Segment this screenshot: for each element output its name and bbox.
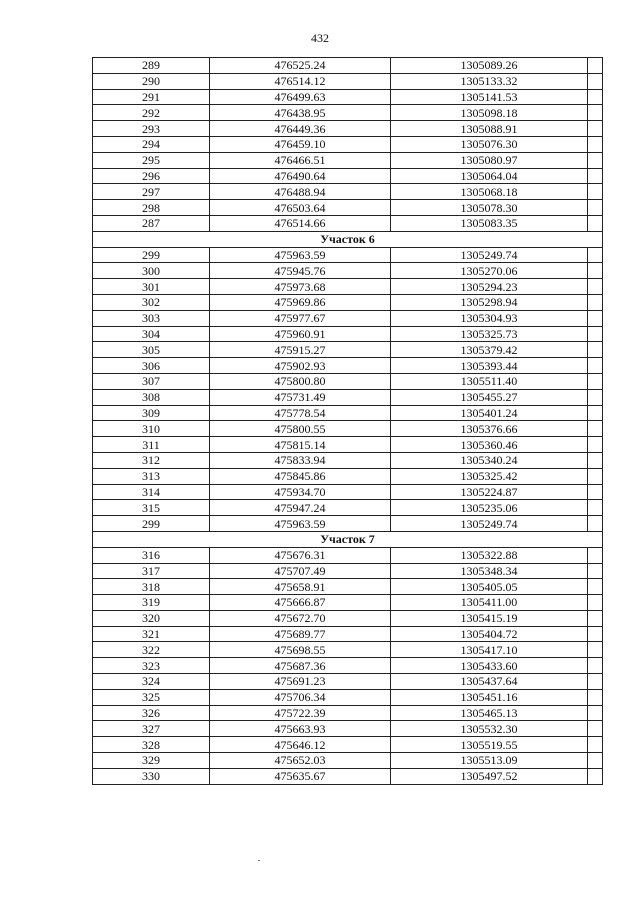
y-coordinate-cell: 1305393.44 bbox=[391, 358, 588, 374]
table-row bbox=[93, 753, 603, 769]
table-row bbox=[93, 200, 603, 216]
empty-cell bbox=[588, 516, 603, 532]
point-number-cell: 305 bbox=[93, 342, 210, 358]
table-row bbox=[93, 610, 603, 626]
table-row bbox=[93, 105, 603, 121]
point-number-cell: 287 bbox=[93, 215, 210, 231]
y-coordinate-cell: 1305405.05 bbox=[391, 579, 588, 595]
x-coordinate-cell: 475691.23 bbox=[210, 674, 391, 690]
x-coordinate-cell: 475676.31 bbox=[210, 547, 391, 563]
empty-cell bbox=[588, 705, 603, 721]
empty-cell bbox=[588, 73, 603, 89]
y-coordinate-cell: 1305437.64 bbox=[391, 674, 588, 690]
empty-cell bbox=[588, 737, 603, 753]
y-coordinate-cell: 1305235.06 bbox=[391, 500, 588, 516]
empty-cell bbox=[588, 342, 603, 358]
y-coordinate-cell: 1305294.23 bbox=[391, 279, 588, 295]
table-row bbox=[93, 721, 603, 737]
empty-cell bbox=[588, 484, 603, 500]
y-coordinate-cell: 1305532.30 bbox=[391, 721, 588, 737]
empty-cell bbox=[588, 610, 603, 626]
y-coordinate-cell: 1305322.88 bbox=[391, 547, 588, 563]
table-row bbox=[93, 389, 603, 405]
x-coordinate-cell: 475960.91 bbox=[210, 326, 391, 342]
y-coordinate-cell: 1305465.13 bbox=[391, 705, 588, 721]
y-coordinate-cell: 1305513.09 bbox=[391, 753, 588, 769]
x-coordinate-cell: 475973.68 bbox=[210, 279, 391, 295]
table-row bbox=[93, 73, 603, 89]
y-coordinate-cell: 1305141.53 bbox=[391, 89, 588, 105]
point-number-cell: 315 bbox=[93, 500, 210, 516]
point-number-cell: 316 bbox=[93, 547, 210, 563]
y-coordinate-cell: 1305433.60 bbox=[391, 658, 588, 674]
empty-cell bbox=[588, 642, 603, 658]
y-coordinate-cell: 1305417.10 bbox=[391, 642, 588, 658]
empty-cell bbox=[588, 279, 603, 295]
y-coordinate-cell: 1305340.24 bbox=[391, 452, 588, 468]
y-coordinate-cell: 1305298.94 bbox=[391, 294, 588, 310]
x-coordinate-cell: 475722.39 bbox=[210, 705, 391, 721]
empty-cell bbox=[588, 294, 603, 310]
empty-cell bbox=[588, 595, 603, 611]
x-coordinate-cell: 476488.94 bbox=[210, 184, 391, 200]
table-row bbox=[93, 484, 603, 500]
empty-cell bbox=[588, 326, 603, 342]
point-number-cell: 297 bbox=[93, 184, 210, 200]
section-title: Участок 6 bbox=[93, 231, 603, 247]
point-number-cell: 303 bbox=[93, 310, 210, 326]
table-row bbox=[93, 421, 603, 437]
table-row bbox=[93, 642, 603, 658]
x-coordinate-cell: 475689.77 bbox=[210, 626, 391, 642]
empty-cell bbox=[588, 579, 603, 595]
x-coordinate-cell: 475706.34 bbox=[210, 689, 391, 705]
empty-cell bbox=[588, 358, 603, 374]
empty-cell bbox=[588, 89, 603, 105]
y-coordinate-cell: 1305133.32 bbox=[391, 73, 588, 89]
empty-cell bbox=[588, 121, 603, 137]
y-coordinate-cell: 1305511.40 bbox=[391, 373, 588, 389]
point-number-cell: 298 bbox=[93, 200, 210, 216]
point-number-cell: 290 bbox=[93, 73, 210, 89]
table-row bbox=[93, 342, 603, 358]
empty-cell bbox=[588, 452, 603, 468]
point-number-cell: 319 bbox=[93, 595, 210, 611]
table-row bbox=[93, 89, 603, 105]
x-coordinate-cell: 475969.86 bbox=[210, 294, 391, 310]
x-coordinate-cell: 475646.12 bbox=[210, 737, 391, 753]
empty-cell bbox=[588, 247, 603, 263]
table-row bbox=[93, 215, 603, 231]
point-number-cell: 292 bbox=[93, 105, 210, 121]
empty-cell bbox=[588, 200, 603, 216]
x-coordinate-cell: 476466.51 bbox=[210, 152, 391, 168]
point-number-cell: 299 bbox=[93, 516, 210, 532]
x-coordinate-cell: 475815.14 bbox=[210, 437, 391, 453]
point-number-cell: 291 bbox=[93, 89, 210, 105]
empty-cell bbox=[588, 721, 603, 737]
y-coordinate-cell: 1305068.18 bbox=[391, 184, 588, 200]
empty-cell bbox=[588, 753, 603, 769]
x-coordinate-cell: 475947.24 bbox=[210, 500, 391, 516]
empty-cell bbox=[588, 405, 603, 421]
table-row bbox=[93, 310, 603, 326]
empty-cell bbox=[588, 184, 603, 200]
empty-cell bbox=[588, 168, 603, 184]
x-coordinate-cell: 476503.64 bbox=[210, 200, 391, 216]
x-coordinate-cell: 475658.91 bbox=[210, 579, 391, 595]
y-coordinate-cell: 1305088.91 bbox=[391, 121, 588, 137]
y-coordinate-cell: 1305083.35 bbox=[391, 215, 588, 231]
coordinates-table bbox=[92, 57, 603, 785]
table-row bbox=[93, 437, 603, 453]
table-row bbox=[93, 326, 603, 342]
table-row bbox=[93, 595, 603, 611]
x-coordinate-cell: 475666.87 bbox=[210, 595, 391, 611]
x-coordinate-cell: 475778.54 bbox=[210, 405, 391, 421]
table-row bbox=[93, 468, 603, 484]
point-number-cell: 320 bbox=[93, 610, 210, 626]
y-coordinate-cell: 1305304.93 bbox=[391, 310, 588, 326]
y-coordinate-cell: 1305519.55 bbox=[391, 737, 588, 753]
table-row bbox=[93, 579, 603, 595]
table-row bbox=[93, 452, 603, 468]
table-row bbox=[93, 279, 603, 295]
table-row bbox=[93, 247, 603, 263]
x-coordinate-cell: 475945.76 bbox=[210, 263, 391, 279]
y-coordinate-cell: 1305224.87 bbox=[391, 484, 588, 500]
point-number-cell: 325 bbox=[93, 689, 210, 705]
y-coordinate-cell: 1305376.66 bbox=[391, 421, 588, 437]
y-coordinate-cell: 1305249.74 bbox=[391, 247, 588, 263]
x-coordinate-cell: 476438.95 bbox=[210, 105, 391, 121]
y-coordinate-cell: 1305451.16 bbox=[391, 689, 588, 705]
x-coordinate-cell: 475963.59 bbox=[210, 516, 391, 532]
point-number-cell: 308 bbox=[93, 389, 210, 405]
y-coordinate-cell: 1305455.27 bbox=[391, 389, 588, 405]
point-number-cell: 312 bbox=[93, 452, 210, 468]
x-coordinate-cell: 475687.36 bbox=[210, 658, 391, 674]
x-coordinate-cell: 475915.27 bbox=[210, 342, 391, 358]
x-coordinate-cell: 475672.70 bbox=[210, 610, 391, 626]
table-row bbox=[93, 689, 603, 705]
point-number-cell: 323 bbox=[93, 658, 210, 674]
table-row bbox=[93, 358, 603, 374]
empty-cell bbox=[588, 373, 603, 389]
x-coordinate-cell: 475707.49 bbox=[210, 563, 391, 579]
empty-cell bbox=[588, 389, 603, 405]
point-number-cell: 328 bbox=[93, 737, 210, 753]
table-row bbox=[93, 658, 603, 674]
table-row bbox=[93, 184, 603, 200]
empty-cell bbox=[588, 310, 603, 326]
x-coordinate-cell: 475902.93 bbox=[210, 358, 391, 374]
x-coordinate-cell: 475800.55 bbox=[210, 421, 391, 437]
point-number-cell: 299 bbox=[93, 247, 210, 263]
y-coordinate-cell: 1305098.18 bbox=[391, 105, 588, 121]
table-row bbox=[93, 626, 603, 642]
table-row bbox=[93, 136, 603, 152]
section-header-row bbox=[93, 231, 603, 247]
section-title: Участок 7 bbox=[93, 531, 603, 547]
y-coordinate-cell: 1305325.42 bbox=[391, 468, 588, 484]
table-row bbox=[93, 674, 603, 690]
table-row bbox=[93, 768, 603, 784]
point-number-cell: 318 bbox=[93, 579, 210, 595]
empty-cell bbox=[588, 658, 603, 674]
empty-cell bbox=[588, 468, 603, 484]
point-number-cell: 309 bbox=[93, 405, 210, 421]
y-coordinate-cell: 1305080.97 bbox=[391, 152, 588, 168]
point-number-cell: 294 bbox=[93, 136, 210, 152]
empty-cell bbox=[588, 626, 603, 642]
table-row bbox=[93, 373, 603, 389]
x-coordinate-cell: 475663.93 bbox=[210, 721, 391, 737]
empty-cell bbox=[588, 547, 603, 563]
y-coordinate-cell: 1305064.04 bbox=[391, 168, 588, 184]
x-coordinate-cell: 476459.10 bbox=[210, 136, 391, 152]
table-row bbox=[93, 547, 603, 563]
point-number-cell: 317 bbox=[93, 563, 210, 579]
y-coordinate-cell: 1305348.34 bbox=[391, 563, 588, 579]
point-number-cell: 306 bbox=[93, 358, 210, 374]
x-coordinate-cell: 476525.24 bbox=[210, 58, 391, 74]
section-header-row bbox=[93, 531, 603, 547]
table-row bbox=[93, 737, 603, 753]
x-coordinate-cell: 475845.86 bbox=[210, 468, 391, 484]
point-number-cell: 324 bbox=[93, 674, 210, 690]
x-coordinate-cell: 476449.36 bbox=[210, 121, 391, 137]
empty-cell bbox=[588, 215, 603, 231]
point-number-cell: 330 bbox=[93, 768, 210, 784]
empty-cell bbox=[588, 437, 603, 453]
y-coordinate-cell: 1305360.46 bbox=[391, 437, 588, 453]
point-number-cell: 296 bbox=[93, 168, 210, 184]
table-row bbox=[93, 121, 603, 137]
empty-cell bbox=[588, 105, 603, 121]
y-coordinate-cell: 1305404.72 bbox=[391, 626, 588, 642]
point-number-cell: 302 bbox=[93, 294, 210, 310]
empty-cell bbox=[588, 152, 603, 168]
x-coordinate-cell: 475977.67 bbox=[210, 310, 391, 326]
point-number-cell: 311 bbox=[93, 437, 210, 453]
point-number-cell: 310 bbox=[93, 421, 210, 437]
y-coordinate-cell: 1305379.42 bbox=[391, 342, 588, 358]
y-coordinate-cell: 1305325.73 bbox=[391, 326, 588, 342]
point-number-cell: 307 bbox=[93, 373, 210, 389]
x-coordinate-cell: 475800.80 bbox=[210, 373, 391, 389]
y-coordinate-cell: 1305249.74 bbox=[391, 516, 588, 532]
scan-dot bbox=[258, 860, 260, 861]
empty-cell bbox=[588, 674, 603, 690]
y-coordinate-cell: 1305076.30 bbox=[391, 136, 588, 152]
x-coordinate-cell: 475963.59 bbox=[210, 247, 391, 263]
table-row bbox=[93, 705, 603, 721]
table-row bbox=[93, 500, 603, 516]
empty-cell bbox=[588, 563, 603, 579]
y-coordinate-cell: 1305089.26 bbox=[391, 58, 588, 74]
point-number-cell: 293 bbox=[93, 121, 210, 137]
point-number-cell: 300 bbox=[93, 263, 210, 279]
table-row bbox=[93, 263, 603, 279]
table-row bbox=[93, 152, 603, 168]
y-coordinate-cell: 1305411.00 bbox=[391, 595, 588, 611]
x-coordinate-cell: 476499.63 bbox=[210, 89, 391, 105]
x-coordinate-cell: 475833.94 bbox=[210, 452, 391, 468]
table-row bbox=[93, 168, 603, 184]
point-number-cell: 326 bbox=[93, 705, 210, 721]
x-coordinate-cell: 475698.55 bbox=[210, 642, 391, 658]
empty-cell bbox=[588, 689, 603, 705]
point-number-cell: 295 bbox=[93, 152, 210, 168]
empty-cell bbox=[588, 58, 603, 74]
x-coordinate-cell: 476490.64 bbox=[210, 168, 391, 184]
table-row bbox=[93, 516, 603, 532]
table-row bbox=[93, 563, 603, 579]
table-row bbox=[93, 405, 603, 421]
y-coordinate-cell: 1305270.06 bbox=[391, 263, 588, 279]
y-coordinate-cell: 1305401.24 bbox=[391, 405, 588, 421]
table-row bbox=[93, 58, 603, 74]
point-number-cell: 327 bbox=[93, 721, 210, 737]
point-number-cell: 313 bbox=[93, 468, 210, 484]
y-coordinate-cell: 1305078.30 bbox=[391, 200, 588, 216]
point-number-cell: 322 bbox=[93, 642, 210, 658]
point-number-cell: 314 bbox=[93, 484, 210, 500]
page-number: 432 bbox=[311, 31, 329, 45]
coordinates-table-body bbox=[93, 58, 603, 785]
point-number-cell: 304 bbox=[93, 326, 210, 342]
x-coordinate-cell: 475934.70 bbox=[210, 484, 391, 500]
point-number-cell: 321 bbox=[93, 626, 210, 642]
y-coordinate-cell: 1305497.52 bbox=[391, 768, 588, 784]
empty-cell bbox=[588, 768, 603, 784]
empty-cell bbox=[588, 136, 603, 152]
point-number-cell: 301 bbox=[93, 279, 210, 295]
empty-cell bbox=[588, 500, 603, 516]
y-coordinate-cell: 1305415.19 bbox=[391, 610, 588, 626]
x-coordinate-cell: 475731.49 bbox=[210, 389, 391, 405]
point-number-cell: 329 bbox=[93, 753, 210, 769]
point-number-cell: 289 bbox=[93, 58, 210, 74]
x-coordinate-cell: 475652.03 bbox=[210, 753, 391, 769]
empty-cell bbox=[588, 263, 603, 279]
table-row bbox=[93, 294, 603, 310]
x-coordinate-cell: 475635.67 bbox=[210, 768, 391, 784]
empty-cell bbox=[588, 421, 603, 437]
x-coordinate-cell: 476514.12 bbox=[210, 73, 391, 89]
x-coordinate-cell: 476514.66 bbox=[210, 215, 391, 231]
